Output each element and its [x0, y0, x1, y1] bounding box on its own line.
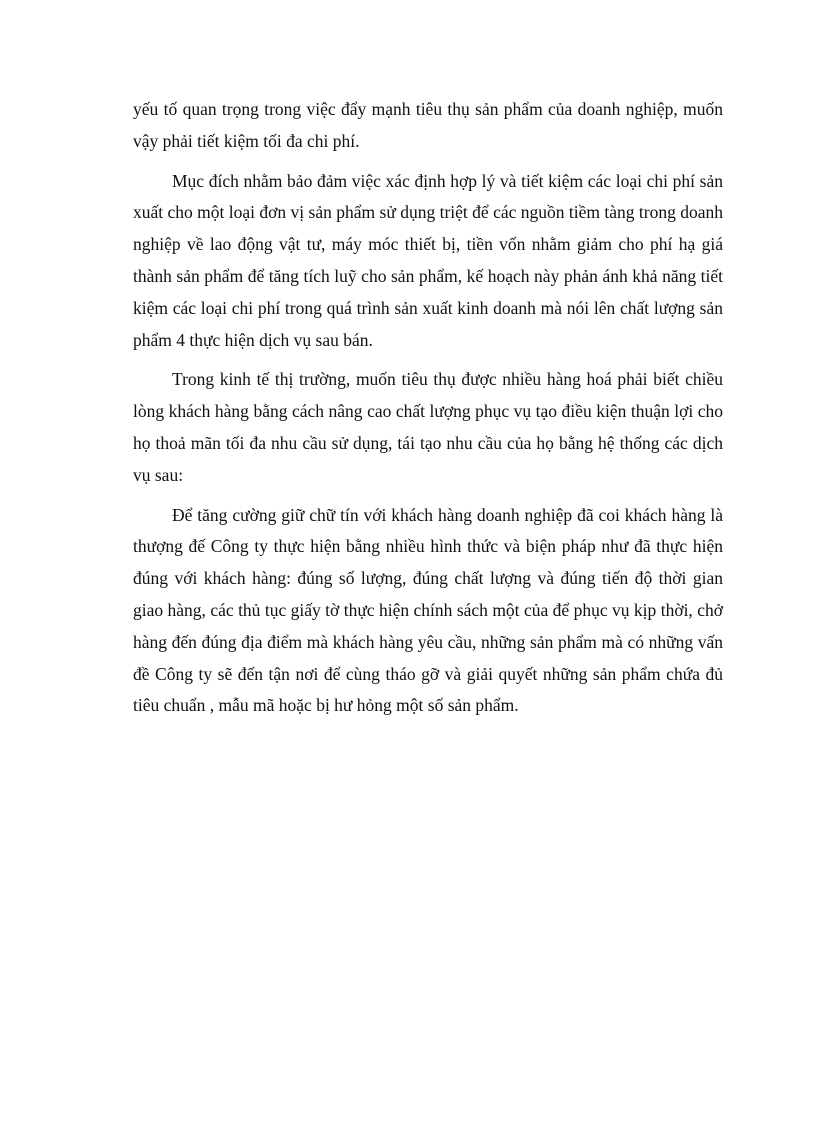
paragraph-2: Mục đích nhằm bảo đảm việc xác định hợp lý và tiết kiệm các loại chi phí sản xuất cho một loại đơn vị sản phẩm sử dụng triệt để các nguồn tiềm tàng trong doanh nghiệp về lao động vật tư, máy móc thiết bị, tiền vốn nhằm giảm cho phí hạ giá thành sản phẩm để tăng tích luỹ cho sản phẩm, kế hoạch này phản ánh khả năng tiết kiệm các loại chi phí trong quá trình sản xuất kinh doanh mà nói lên chất lượng sản phẩm 4 thực hiện dịch vụ sau bán.	[133, 170, 723, 350]
paragraph-4: Để tăng cường giữ chữ tín với khách hàng doanh nghiệp đã coi khách hàng là thượng đế Công ty thực hiện bằng nhiều hình thức và biện pháp như đã thực hiện đúng với khách hàng: đúng số lượng, đúng chất lượng và đúng tiến độ thời gian giao hàng, các thủ tục giấy tờ thực hiện chính sách một của để phục vụ kịp thời, chở hàng đến đúng địa điểm mà khách hàng yêu cầu, những sản phẩm mà có những vấn đề Công ty sẽ đến tận nơi để cùng tháo gỡ và giải quyết những sản phẩm chứa đủ tiêu chuẩn , mẫu mã hoặc bị hư hỏng một số sản phẩm.	[133, 504, 723, 716]
paragraph-1: yếu tố quan trọng trong việc đẩy mạnh tiêu thụ sản phẩm của doanh nghiệp, muốn vậy phải tiết kiệm tối đa chi phí.	[133, 99, 723, 151]
paragraph-3: Trong kinh tế thị trường, muốn tiêu thụ được nhiều hàng hoá phải biết chiều lòng khách hàng bằng cách nâng cao chất lượng phục vụ tạo điều kiện thuận lợi cho họ thoả mãn tối đa nhu cầu sử dụng, tái tạo nhu cầu của họ bằng hệ thống các dịch vụ sau:	[133, 369, 723, 485]
document-body	[133, 94, 723, 730]
